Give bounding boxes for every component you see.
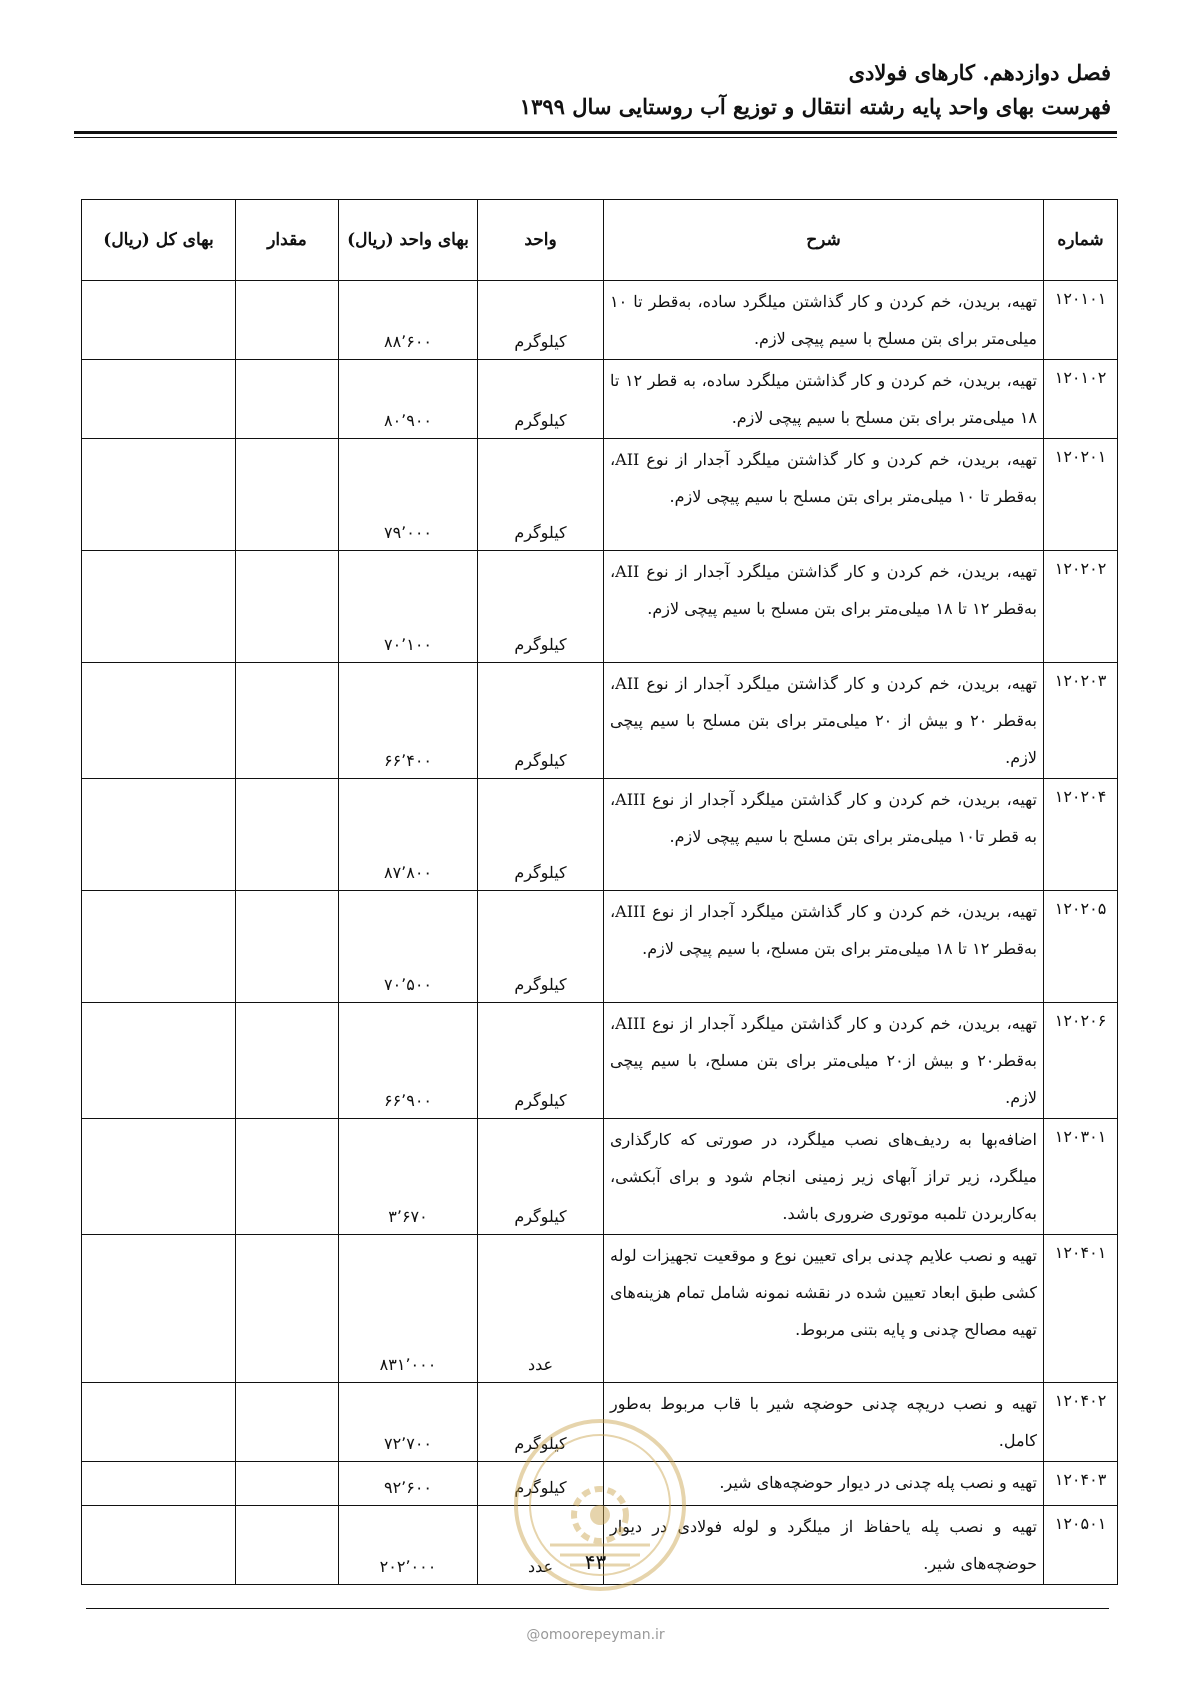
row-total bbox=[82, 1462, 236, 1506]
row-unit: کیلوگرم bbox=[478, 891, 604, 1003]
row-description: اضافه‌بها به ردیف‌های نصب میلگرد، در صورتی که کارگذاری میلگرد، زیر تراز آبهای زیر زمینی انجام شود و برای آبکشی، به‌کاربردن تلمبه موتوری ضروری باشد. bbox=[604, 1119, 1044, 1235]
footer-rule bbox=[86, 1608, 1109, 1609]
row-total bbox=[82, 439, 236, 551]
row-quantity bbox=[236, 779, 339, 891]
row-number: ۱۲۰۴۰۳ bbox=[1044, 1462, 1118, 1506]
table-row bbox=[82, 1119, 1118, 1235]
table-row bbox=[82, 1003, 1118, 1119]
row-description: تهیه، بریدن، خم کردن و کار گذاشتن میلگرد ساده، به قطر ۱۲ تا ۱۸ میلی‌متر برای بتن مسلح با سیم پیچی لازم. bbox=[604, 360, 1044, 439]
row-number: ۱۲۰۲۰۱ bbox=[1044, 439, 1118, 551]
website-watermark: @omoorepeyman.ir bbox=[526, 1627, 665, 1643]
row-description: تهیه، بریدن، خم کردن و کار گذاشتن میلگرد ساده، به‌قطر تا ۱۰ میلی‌متر برای بتن مسلح با سیم پیچی لازم. bbox=[604, 281, 1044, 360]
row-quantity bbox=[236, 1119, 339, 1235]
table-row bbox=[82, 891, 1118, 1003]
row-quantity bbox=[236, 551, 339, 663]
table-row bbox=[82, 1235, 1118, 1383]
table-header-row bbox=[82, 200, 1118, 281]
table-row bbox=[82, 779, 1118, 891]
row-unit-price: ۷۰٬۵۰۰ bbox=[339, 891, 478, 1003]
row-description: تهیه، بریدن، خم کردن و کار گذاشتن میلگرد آجدار از نوع AII، به‌قطر ۲۰ و بیش از ۲۰ میلی‌متر برای بتن مسلح با سیم پیچی لازم. bbox=[604, 663, 1044, 779]
chapter-title: فصل دوازدهم. کارهای فولادی bbox=[848, 60, 1111, 85]
row-unit-price: ۸۰٬۹۰۰ bbox=[339, 360, 478, 439]
row-unit-price: ۶۶٬۹۰۰ bbox=[339, 1003, 478, 1119]
row-total bbox=[82, 281, 236, 360]
row-total bbox=[82, 891, 236, 1003]
row-unit: عدد bbox=[478, 1506, 604, 1585]
row-description: تهیه، بریدن، خم کردن و کار گذاشتن میلگرد آجدار از نوع AIII، به‌قطر ۱۲ تا ۱۸ میلی‌متر برای بتن مسلح، با سیم پیچی لازم. bbox=[604, 891, 1044, 1003]
row-unit: کیلوگرم bbox=[478, 1119, 604, 1235]
row-unit: کیلوگرم bbox=[478, 439, 604, 551]
column-header-description: شرح bbox=[604, 200, 1044, 281]
row-unit-price: ۲۰۲٬۰۰۰ bbox=[339, 1506, 478, 1585]
row-unit-price: ۳٬۶۷۰ bbox=[339, 1119, 478, 1235]
row-unit-price: ۹۲٬۶۰۰ bbox=[339, 1462, 478, 1506]
header-rule-thin bbox=[74, 137, 1117, 138]
row-number: ۱۲۰۱۰۲ bbox=[1044, 360, 1118, 439]
row-number: ۱۲۰۴۰۱ bbox=[1044, 1235, 1118, 1383]
row-number: ۱۲۰۴۰۲ bbox=[1044, 1383, 1118, 1462]
row-total bbox=[82, 663, 236, 779]
row-description: تهیه، بریدن، خم کردن و کار گذاشتن میلگرد آجدار از نوع AIII، به‌قطر۲۰ و بیش از۲۰ میلی‌متر برای بتن مسلح، با سیم پیچی لازم. bbox=[604, 1003, 1044, 1119]
table-row bbox=[82, 360, 1118, 439]
row-unit: کیلوگرم bbox=[478, 1462, 604, 1506]
table-row bbox=[82, 663, 1118, 779]
row-total bbox=[82, 1119, 236, 1235]
row-number: ۱۲۰۱۰۱ bbox=[1044, 281, 1118, 360]
row-description: تهیه، بریدن، خم کردن و کار گذاشتن میلگرد آجدار از نوع AII، به‌قطر ۱۲ تا ۱۸ میلی‌متر برای بتن مسلح با سیم پیچی لازم. bbox=[604, 551, 1044, 663]
header-rule-thick bbox=[74, 131, 1117, 134]
row-number: ۱۲۰۲۰۶ bbox=[1044, 1003, 1118, 1119]
row-number: ۱۲۰۲۰۲ bbox=[1044, 551, 1118, 663]
row-number: ۱۲۰۲۰۳ bbox=[1044, 663, 1118, 779]
row-description: تهیه و نصب پله چدنی در دیوار حوضچه‌های شیر. bbox=[604, 1462, 1044, 1506]
row-quantity bbox=[236, 360, 339, 439]
page-number: ۴۳ bbox=[584, 1550, 607, 1574]
row-total bbox=[82, 360, 236, 439]
row-unit: کیلوگرم bbox=[478, 281, 604, 360]
row-unit: کیلوگرم bbox=[478, 1383, 604, 1462]
row-description: تهیه و نصب دریچه چدنی حوضچه شیر با قاب مربوط به‌طور کامل. bbox=[604, 1383, 1044, 1462]
table-row bbox=[82, 439, 1118, 551]
row-description: تهیه، بریدن، خم کردن و کار گذاشتن میلگرد آجدار از نوع AIII، به قطر تا۱۰ میلی‌متر برای بتن مسلح با سیم پیچی لازم. bbox=[604, 779, 1044, 891]
row-quantity bbox=[236, 1235, 339, 1383]
row-quantity bbox=[236, 281, 339, 360]
row-total bbox=[82, 1383, 236, 1462]
column-header-quantity: مقدار bbox=[236, 200, 339, 281]
table-row bbox=[82, 551, 1118, 663]
row-unit: عدد bbox=[478, 1235, 604, 1383]
row-number: ۱۲۰۳۰۱ bbox=[1044, 1119, 1118, 1235]
row-quantity bbox=[236, 1383, 339, 1462]
row-quantity bbox=[236, 1462, 339, 1506]
column-header-total: بهای کل (ریال) bbox=[82, 200, 236, 281]
row-quantity bbox=[236, 663, 339, 779]
row-number: ۱۲۰۲۰۵ bbox=[1044, 891, 1118, 1003]
row-unit: کیلوگرم bbox=[478, 663, 604, 779]
row-unit-price: ۷۲٬۷۰۰ bbox=[339, 1383, 478, 1462]
page-header bbox=[71, 58, 1111, 122]
row-total bbox=[82, 1235, 236, 1383]
row-unit: کیلوگرم bbox=[478, 551, 604, 663]
row-quantity bbox=[236, 439, 339, 551]
row-unit-price: ۷۹٬۰۰۰ bbox=[339, 439, 478, 551]
row-number: ۱۲۰۲۰۴ bbox=[1044, 779, 1118, 891]
column-header-number: شماره bbox=[1044, 200, 1118, 281]
row-total bbox=[82, 779, 236, 891]
row-quantity bbox=[236, 1003, 339, 1119]
row-number: ۱۲۰۵۰۱ bbox=[1044, 1506, 1118, 1585]
row-unit-price: ۸۸٬۶۰۰ bbox=[339, 281, 478, 360]
row-total bbox=[82, 551, 236, 663]
row-description: تهیه و نصب پله یاحفاظ از میلگرد و لوله فولادی در دیوار حوضچه‌های شیر. bbox=[604, 1506, 1044, 1585]
row-description: تهیه، بریدن، خم کردن و کار گذاشتن میلگرد آجدار از نوع AII، به‌قطر تا ۱۰ میلی‌متر برای بتن مسلح با سیم پیچی لازم. bbox=[604, 439, 1044, 551]
row-unit: کیلوگرم bbox=[478, 1003, 604, 1119]
column-header-unit: واحد bbox=[478, 200, 604, 281]
row-description: تهیه و نصب علایم چدنی برای تعیین نوع و موقعیت تجهیزات لوله کشی طبق ابعاد تعیین شده در نقشه نمونه شامل تمام هزینه‌های تهیه مصالح چدنی و پایه بتنی مربوط. bbox=[604, 1235, 1044, 1383]
price-list-table bbox=[81, 199, 1118, 1585]
row-quantity bbox=[236, 891, 339, 1003]
row-total bbox=[82, 1003, 236, 1119]
column-header-unit-price: بهای واحد (ریال) bbox=[339, 200, 478, 281]
row-unit-price: ۸۷٬۸۰۰ bbox=[339, 779, 478, 891]
row-unit-price: ۶۶٬۴۰۰ bbox=[339, 663, 478, 779]
row-unit-price: ۷۰٬۱۰۰ bbox=[339, 551, 478, 663]
row-unit-price: ۸۳۱٬۰۰۰ bbox=[339, 1235, 478, 1383]
document-subtitle: فهرست بهای واحد پایه رشته انتقال و توزیع آب روستایی سال ۱۳۹۹ bbox=[519, 94, 1111, 119]
row-unit: کیلوگرم bbox=[478, 779, 604, 891]
table-row bbox=[82, 281, 1118, 360]
row-unit: کیلوگرم bbox=[478, 360, 604, 439]
